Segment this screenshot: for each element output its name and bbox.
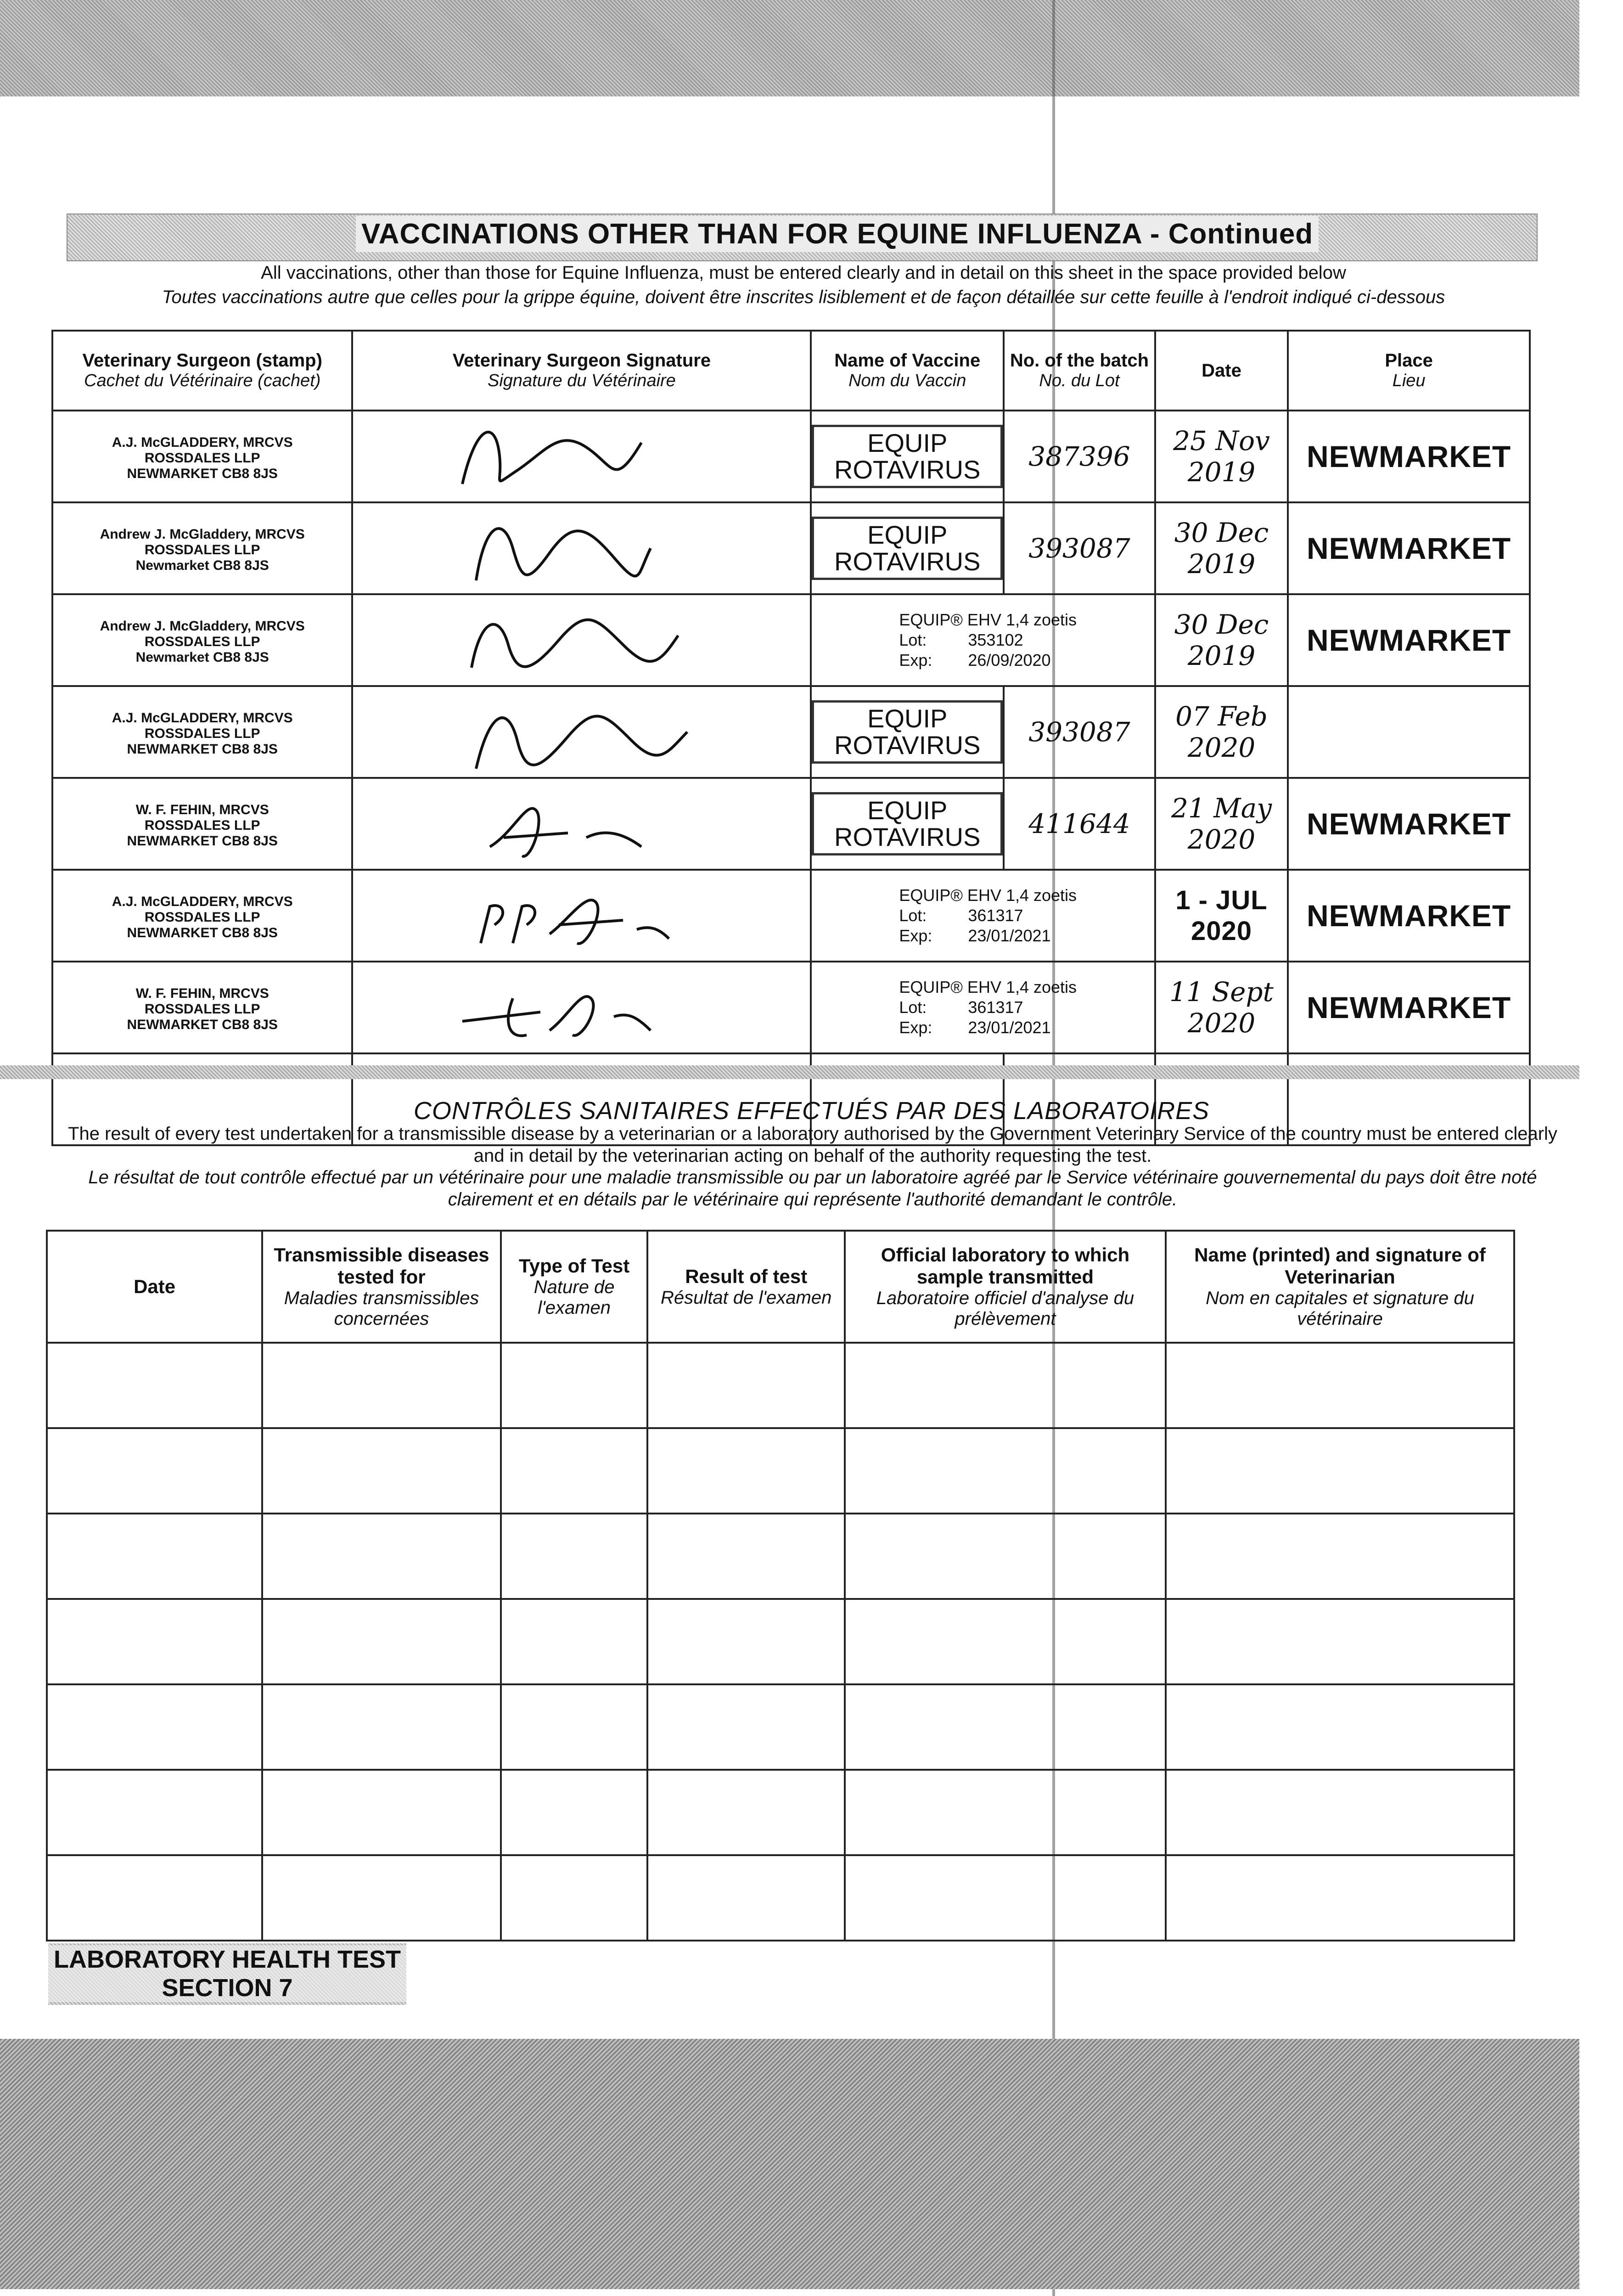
batch-number: 393087: [1028, 533, 1130, 564]
expiry-date: 23/01/2021: [968, 926, 1051, 945]
exp-label: Exp:: [899, 651, 932, 670]
table-row: [52, 686, 1530, 778]
vaccination-date: 30 Dec 2019: [1174, 609, 1269, 671]
vaccine-label: [812, 977, 1154, 1038]
vaccine-name: EQUIP® EHV 1,4 zoetis: [899, 610, 1077, 629]
vaccine-stamp: EQUIP ROTAVIRUS: [812, 517, 1003, 580]
col-lab-date: Date: [47, 1231, 262, 1343]
laboratory-intro-en: The result of every test undertaken for a transmissible disease by a veterinarian or a laboratory authorised by the Government Veterinary Service of the country must be entered clearly and in detail by the veterinarian acting on behalf of the authority requesting the test.: [68, 1124, 1557, 1166]
vaccination-date: 1 - JUL 2020: [1175, 885, 1268, 946]
vaccination-date: 25 Nov 2019: [1173, 425, 1270, 488]
vet-stamp: A.J. McGLADDERY, MRCVS ROSSDALES LLP NEWMARKET CB8 8JS: [112, 710, 293, 757]
col-batch-no: No. of the batch No. du Lot: [1004, 331, 1155, 411]
laboratory-header-row: [47, 1231, 1514, 1343]
vaccination-date: 11 Sept 2020: [1169, 976, 1274, 1039]
signature: [421, 874, 742, 957]
col-vet-signature: Veterinary Surgeon Signature Signature du Vétérinaire: [352, 331, 811, 411]
table-row: [52, 411, 1530, 502]
col-diseases: Transmissible diseases tested for Maladies transmissibles concernées: [262, 1231, 501, 1343]
table-row: [47, 1684, 1514, 1770]
signature: [421, 691, 742, 773]
vaccination-date: 07 Feb 2020: [1175, 701, 1268, 763]
place: NEWMARKET: [1306, 623, 1511, 657]
table-row: [52, 502, 1530, 594]
signature: [421, 415, 742, 498]
laboratory-table: [46, 1230, 1515, 1941]
vaccinations-header-row: [52, 331, 1530, 411]
place: NEWMARKET: [1306, 439, 1511, 473]
table-row: [52, 778, 1530, 870]
place: NEWMARKET: [1306, 899, 1511, 933]
bottom-scan-band: [0, 2039, 1579, 2289]
vet-stamp: Andrew J. McGladdery, MRCVS ROSSDALES LLP Newmarket CB8 8JS: [100, 527, 305, 573]
vaccinations-title: VACCINATIONS OTHER THAN FOR EQUINE INFLUENZA - Continued: [356, 216, 1319, 252]
section-label: [48, 1943, 406, 2005]
vet-stamp: A.J. McGLADDERY, MRCVS ROSSDALES LLP NEWMARKET CB8 8JS: [112, 435, 293, 481]
signature: [421, 782, 742, 865]
exp-label: Exp:: [899, 926, 932, 945]
lot-label: Lot:: [899, 906, 927, 925]
col-vet-name-signature: Name (printed) and signature of Veterinarian Nom en capitales et signature du vétérinaire: [1166, 1231, 1514, 1343]
place: NEWMARKET: [1306, 807, 1511, 841]
table-row: [47, 1599, 1514, 1684]
vet-stamp: W. F. FEHIN, MRCVS ROSSDALES LLP NEWMARKET CB8 8JS: [127, 802, 278, 849]
batch-number: 387396: [1028, 441, 1130, 472]
lot-label: Lot:: [899, 630, 927, 649]
vaccinations-intro-en: All vaccinations, other than those for Equine Influenza, must be entered clearly and in detail on this sheet in the space provided below: [261, 263, 1346, 283]
col-test-type: Type of Test Nature de l'examen: [501, 1231, 648, 1343]
col-laboratory: Official laboratory to which sample transmitted Laboratoire officiel d'analyse du prélèvement: [845, 1231, 1166, 1343]
vet-stamp: A.J. McGLADDERY, MRCVS ROSSDALES LLP NEWMARKET CB8 8JS: [112, 894, 293, 940]
exp-label: Exp:: [899, 1018, 932, 1037]
vaccine-label: [812, 610, 1154, 670]
lot-label: Lot:: [899, 998, 927, 1017]
lot-number: 361317: [968, 906, 1023, 925]
vet-stamp: Andrew J. McGladdery, MRCVS ROSSDALES LLP Newmarket CB8 8JS: [100, 619, 305, 665]
table-row: [47, 1514, 1514, 1599]
col-result: Result of test Résultat de l'examen: [647, 1231, 844, 1343]
top-scan-band: [0, 0, 1579, 96]
table-row: [47, 1428, 1514, 1514]
table-row: [47, 1343, 1514, 1428]
section-label-line2: SECTION 7: [48, 1974, 406, 2002]
vaccine-name: EQUIP® EHV 1,4 zoetis: [899, 978, 1077, 996]
lot-number: 353102: [968, 630, 1023, 649]
section-label-line1: LABORATORY HEALTH TEST: [48, 1945, 406, 1974]
vaccine-stamp: EQUIP ROTAVIRUS: [812, 792, 1003, 855]
vaccine-label: [812, 885, 1154, 946]
vaccine-stamp: EQUIP ROTAVIRUS: [812, 700, 1003, 764]
signature: [421, 966, 742, 1049]
table-row: [47, 1855, 1514, 1941]
laboratory-title: CONTRÔLES SANITAIRES EFFECTUÉS PAR DES LABORATOIRES: [413, 1097, 1210, 1125]
signature: [421, 507, 742, 590]
vaccination-date: 30 Dec 2019: [1174, 517, 1269, 580]
col-vaccine-name: Name of Vaccine Nom du Vaccin: [811, 331, 1004, 411]
vaccination-date: 21 May 2020: [1171, 793, 1272, 855]
table-row: [52, 594, 1530, 686]
place: NEWMARKET: [1306, 531, 1511, 565]
vaccine-name: EQUIP® EHV 1,4 zoetis: [899, 886, 1077, 905]
lot-number: 361317: [968, 998, 1023, 1017]
col-date: Date: [1155, 331, 1288, 411]
table-row: [47, 1770, 1514, 1855]
vaccine-stamp: EQUIP ROTAVIRUS: [812, 425, 1003, 488]
vaccinations-intro-fr: Toutes vaccinations autre que celles pour la grippe équine, doivent être inscrites lisiblement et de façon détaillée sur cette feuille à l'endroit indiqué ci-dessous: [162, 287, 1445, 307]
expiry-date: 26/09/2020: [968, 651, 1051, 670]
vaccinations-table: [51, 330, 1531, 1146]
table-row: [52, 962, 1530, 1053]
batch-number: 393087: [1028, 716, 1130, 748]
mid-scan-band: [0, 1065, 1579, 1079]
signature: [421, 599, 742, 681]
col-vet-stamp: Veterinary Surgeon (stamp) Cachet du Vétérinaire (cachet): [52, 331, 352, 411]
laboratory-intro-fr: Le résultat de tout contrôle effectué par un vétérinaire pour une maladie transmissible ou par un laboratoire agréé par le Service vétérinaire gouvernemental du pays doit être noté clairement et en détails par le vétérinaire qui représente l'authorité demandant le contrôle.: [88, 1167, 1537, 1210]
place: NEWMARKET: [1306, 990, 1511, 1024]
col-place: Place Lieu: [1288, 331, 1530, 411]
table-row: [52, 870, 1530, 962]
expiry-date: 23/01/2021: [968, 1018, 1051, 1037]
vet-stamp: W. F. FEHIN, MRCVS ROSSDALES LLP NEWMARKET CB8 8JS: [127, 986, 278, 1032]
batch-number: 411644: [1028, 808, 1130, 839]
